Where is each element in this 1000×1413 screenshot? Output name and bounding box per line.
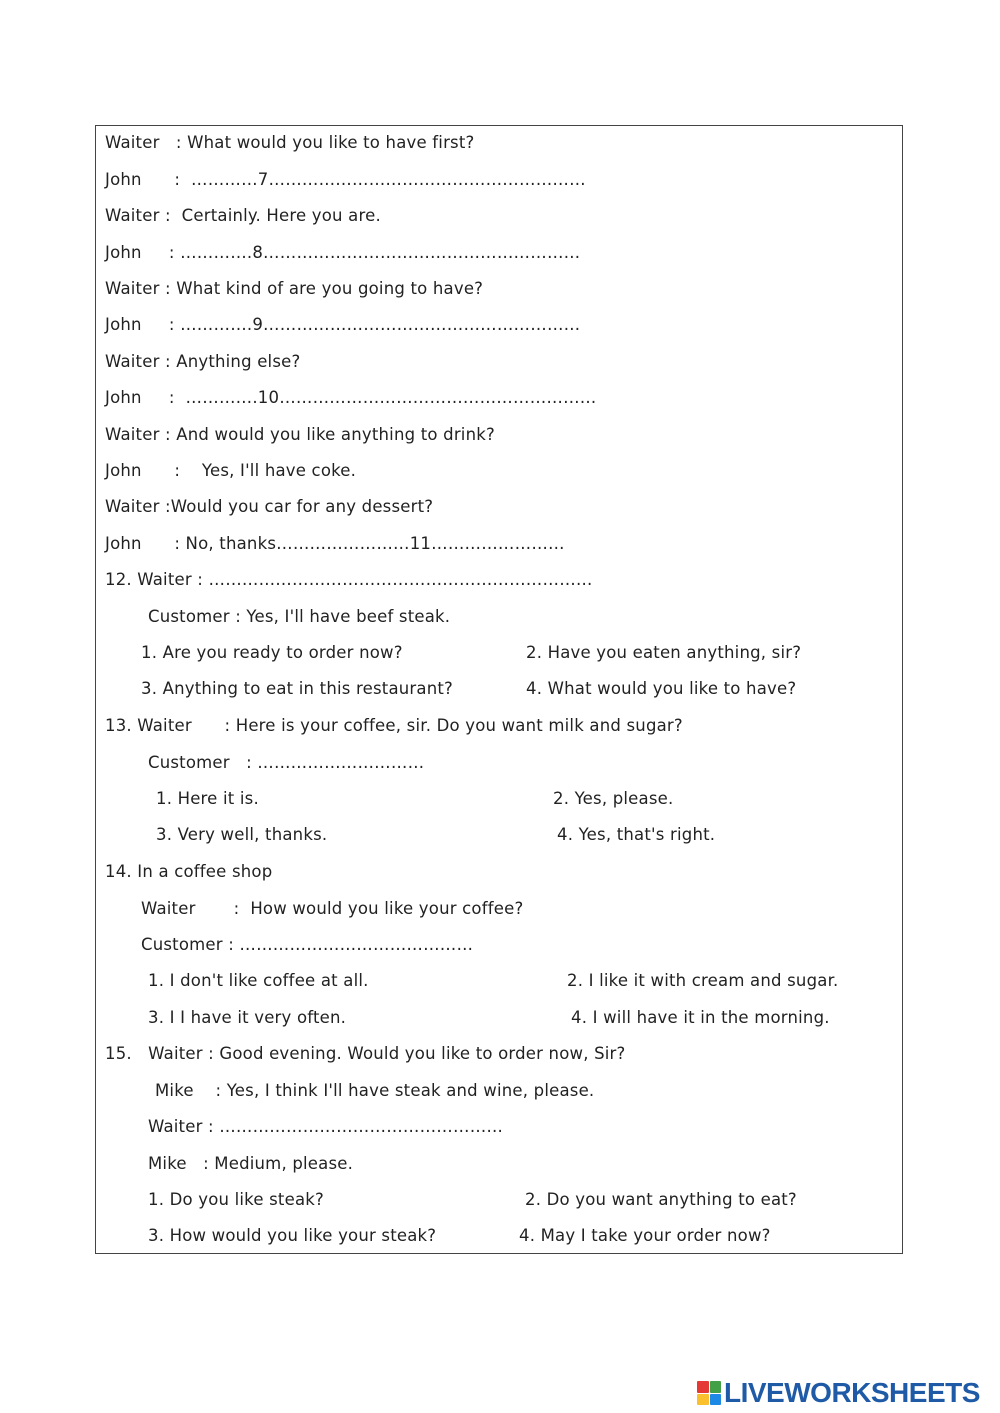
question-12-prompt: 12. Waiter : ……………………………………………………………: [105, 570, 593, 589]
question-15-option-2[interactable]: 2. Do you want anything to eat?: [525, 1190, 797, 1209]
mark-tile-red: [697, 1381, 709, 1393]
question-13-option-2[interactable]: 2. Yes, please.: [553, 789, 674, 808]
question-14-option-3[interactable]: 3. I I have it very often.: [148, 1008, 347, 1027]
question-15-mike: Mike : Yes, I think I'll have steak and wine, please.: [155, 1081, 595, 1100]
dialogue-line-john-blank-10: John : ………….10…………………………………………………: [105, 388, 597, 407]
question-15-option-4[interactable]: 4. May I take your order now?: [519, 1226, 771, 1245]
dialogue-line-john-blank-8: John : ………….8…………………………………………………: [105, 243, 581, 262]
dialogue-line-waiter-first: Waiter : What would you like to have first?: [105, 133, 475, 152]
question-15-option-3[interactable]: 3. How would you like your steak?: [148, 1226, 437, 1245]
question-12-option-4[interactable]: 4. What would you like to have?: [526, 679, 797, 698]
question-12-option-2[interactable]: 2. Have you eaten anything, sir?: [526, 643, 802, 662]
dialogue-line-waiter-drink: Waiter : And would you like anything to drink?: [105, 425, 495, 444]
question-14-option-1[interactable]: 1. I don't like coffee at all.: [148, 971, 369, 990]
question-14-customer: Customer : ……………………………………: [141, 935, 474, 954]
question-13-option-3[interactable]: 3. Very well, thanks.: [156, 825, 328, 844]
question-15-option-1[interactable]: 1. Do you like steak?: [148, 1190, 324, 1209]
question-13-option-4[interactable]: 4. Yes, that's right.: [557, 825, 716, 844]
mark-tile-green: [710, 1381, 722, 1393]
question-15-waiter-blank: Waiter : ……………………………………………: [148, 1117, 504, 1136]
question-14-heading: 14. In a coffee shop: [105, 862, 273, 881]
question-15-waiter: 15. Waiter : Good evening. Would you like to order now, Sir?: [105, 1044, 626, 1063]
mark-tile-yellow: [697, 1394, 709, 1406]
mark-tile-blue: [710, 1394, 722, 1406]
question-13-prompt: 13. Waiter : Here is your coffee, sir. Do you want milk and sugar?: [105, 716, 683, 735]
question-14-waiter: Waiter : How would you like your coffee?: [141, 899, 524, 918]
dialogue-line-waiter-dessert: Waiter :Would you car for any dessert?: [105, 497, 434, 516]
question-13-customer: Customer : …………………………: [148, 753, 425, 772]
liveworksheets-mark-icon: [697, 1381, 721, 1405]
liveworksheets-wordmark: LIVEWORKSHEETS: [724, 1377, 980, 1408]
dialogue-line-waiter-else: Waiter : Anything else?: [105, 352, 301, 371]
question-13-option-1[interactable]: 1. Here it is.: [156, 789, 259, 808]
question-15-mike-medium: Mike : Medium, please.: [148, 1154, 354, 1173]
dialogue-line-john-blank-9: John : ………….9…………………………………………………: [105, 315, 581, 334]
dialogue-line-john-coke: John : Yes, I'll have coke.: [105, 461, 357, 480]
question-14-option-4[interactable]: 4. I will have it in the morning.: [571, 1008, 830, 1027]
question-12-customer: Customer : Yes, I'll have beef steak.: [148, 607, 451, 626]
liveworksheets-logo: [697, 1378, 980, 1408]
question-14-option-2[interactable]: 2. I like it with cream and sugar.: [567, 971, 839, 990]
dialogue-line-waiter-kind: Waiter : What kind of are you going to have?: [105, 279, 484, 298]
question-12-option-3[interactable]: 3. Anything to eat in this restaurant?: [141, 679, 453, 698]
dialogue-line-john-blank-11: John : No, thanks……………………11……………………: [105, 534, 565, 553]
dialogue-line-john-blank-7: John : …………7…………………………………………………: [105, 170, 586, 189]
question-12-option-1[interactable]: 1. Are you ready to order now?: [141, 643, 403, 662]
dialogue-line-waiter-certainly: Waiter : Certainly. Here you are.: [105, 206, 381, 225]
